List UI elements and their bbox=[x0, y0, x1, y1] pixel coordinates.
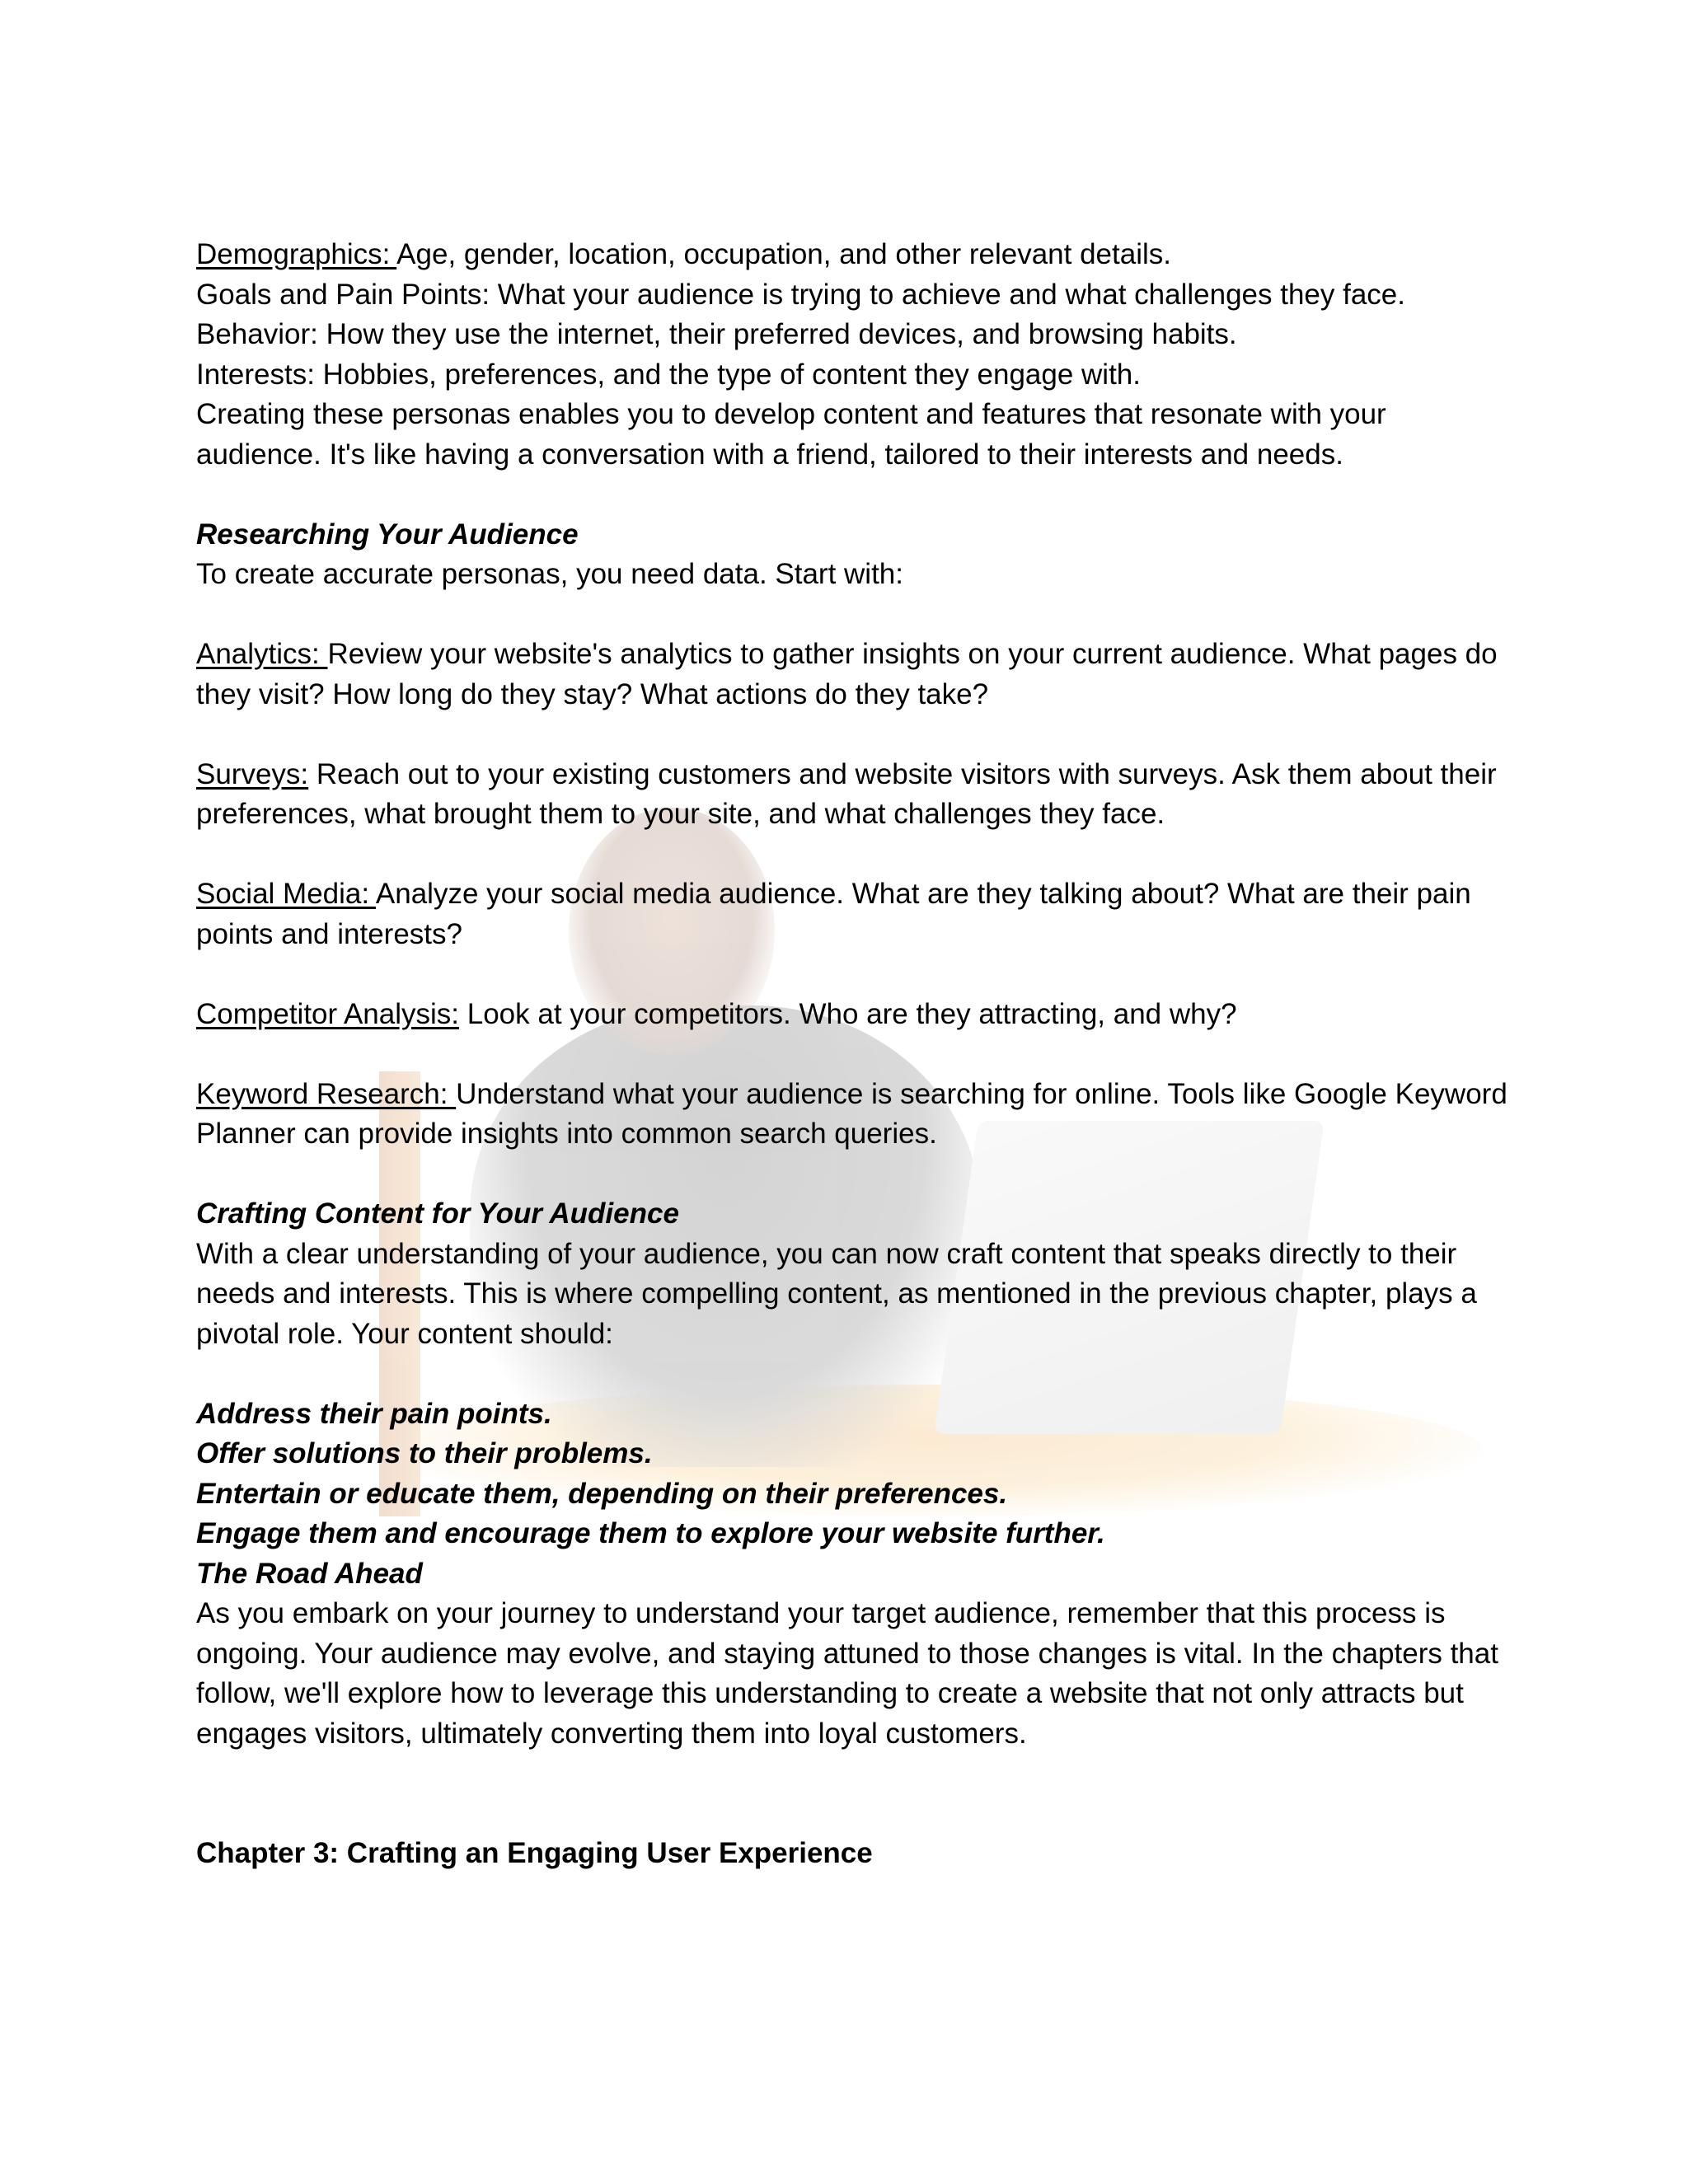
research-item-social-media bbox=[196, 874, 1515, 954]
crafting-point: Offer solutions to their problems. bbox=[196, 1437, 653, 1469]
persona-detail-label: Demographics: bbox=[196, 238, 397, 270]
persona-detail-text: Age, gender, location, occupation, and other relevant details. bbox=[396, 238, 1171, 270]
research-item-label: Analytics: bbox=[196, 638, 328, 670]
crafting-point: Entertain or educate them, depending on their preferences. bbox=[196, 1477, 1008, 1510]
persona-summary: Creating these personas enables you to develop content and features that resonate with your audience. It's like having a conversation with a friend, tailored to their interests and needs. bbox=[196, 398, 1386, 471]
persona-detail-behavior: Behavior: How they use the internet, their preferred devices, and browsing habits. bbox=[196, 318, 1237, 350]
road-ahead-text: As you embark on your journey to understand your target audience, remember that this process is ongoing. Your audience may evolve, and staying attuned to those changes is vital. In the chapters that follow, we'll explore how to leverage this understanding to create a website that not only attracts but engages visitors, ultimately converting them into loyal customers. bbox=[196, 1597, 1498, 1750]
research-item-surveys bbox=[196, 755, 1515, 835]
chapter-heading: Chapter 3: Crafting an Engaging User Experience bbox=[196, 1837, 873, 1869]
document-body bbox=[196, 235, 1515, 1874]
research-intro: To create accurate personas, you need data. Start with: bbox=[196, 558, 903, 590]
persona-detail-demographics bbox=[196, 235, 1515, 275]
section-heading-road-ahead: The Road Ahead bbox=[196, 1557, 423, 1590]
section-heading-research: Researching Your Audience bbox=[196, 518, 579, 551]
crafting-point: Address their pain points. bbox=[196, 1397, 552, 1430]
crafting-intro: With a clear understanding of your audience, you can now craft content that speaks directly to their needs and interests. This is where compelling content, as mentioned in the previous chapter, plays a pivotal role. Your content should: bbox=[196, 1237, 1477, 1350]
research-item-label: Surveys: bbox=[196, 757, 309, 790]
research-item-keyword-research bbox=[196, 1075, 1515, 1155]
research-item-text: Understand what your audience is searching for online. Tools like Google Keyword Planner can provide insights into common search queries. bbox=[196, 1077, 1507, 1150]
section-heading-crafting: Crafting Content for Your Audience bbox=[196, 1197, 679, 1230]
research-item-text: Look at your competitors. Who are they attracting, and why? bbox=[459, 997, 1237, 1030]
persona-detail-interests: Interests: Hobbies, preferences, and the type of content they engage with. bbox=[196, 358, 1141, 391]
research-item-label: Keyword Research: bbox=[196, 1077, 457, 1110]
research-item-competitor-analysis bbox=[196, 995, 1515, 1035]
research-item-text: Analyze your social media audience. What are they talking about? What are their pain points and interests? bbox=[196, 878, 1471, 950]
crafting-point: Engage them and encourage them to explore your website further. bbox=[196, 1517, 1105, 1549]
research-item-label: Social Media: bbox=[196, 878, 376, 910]
research-item-text: Reach out to your existing customers and website visitors with surveys. Ask them about their preferences, what brought them to your site, and what challenges they face. bbox=[196, 757, 1497, 830]
research-item-label: Competitor Analysis: bbox=[196, 997, 460, 1030]
persona-detail-goals: Goals and Pain Points: What your audience is trying to achieve and what challenges they face. bbox=[196, 278, 1405, 311]
research-item-analytics bbox=[196, 635, 1515, 715]
research-item-text: Review your website's analytics to gather insights on your current audience. What pages do they visit? How long do they stay? What actions do they take? bbox=[196, 638, 1498, 710]
